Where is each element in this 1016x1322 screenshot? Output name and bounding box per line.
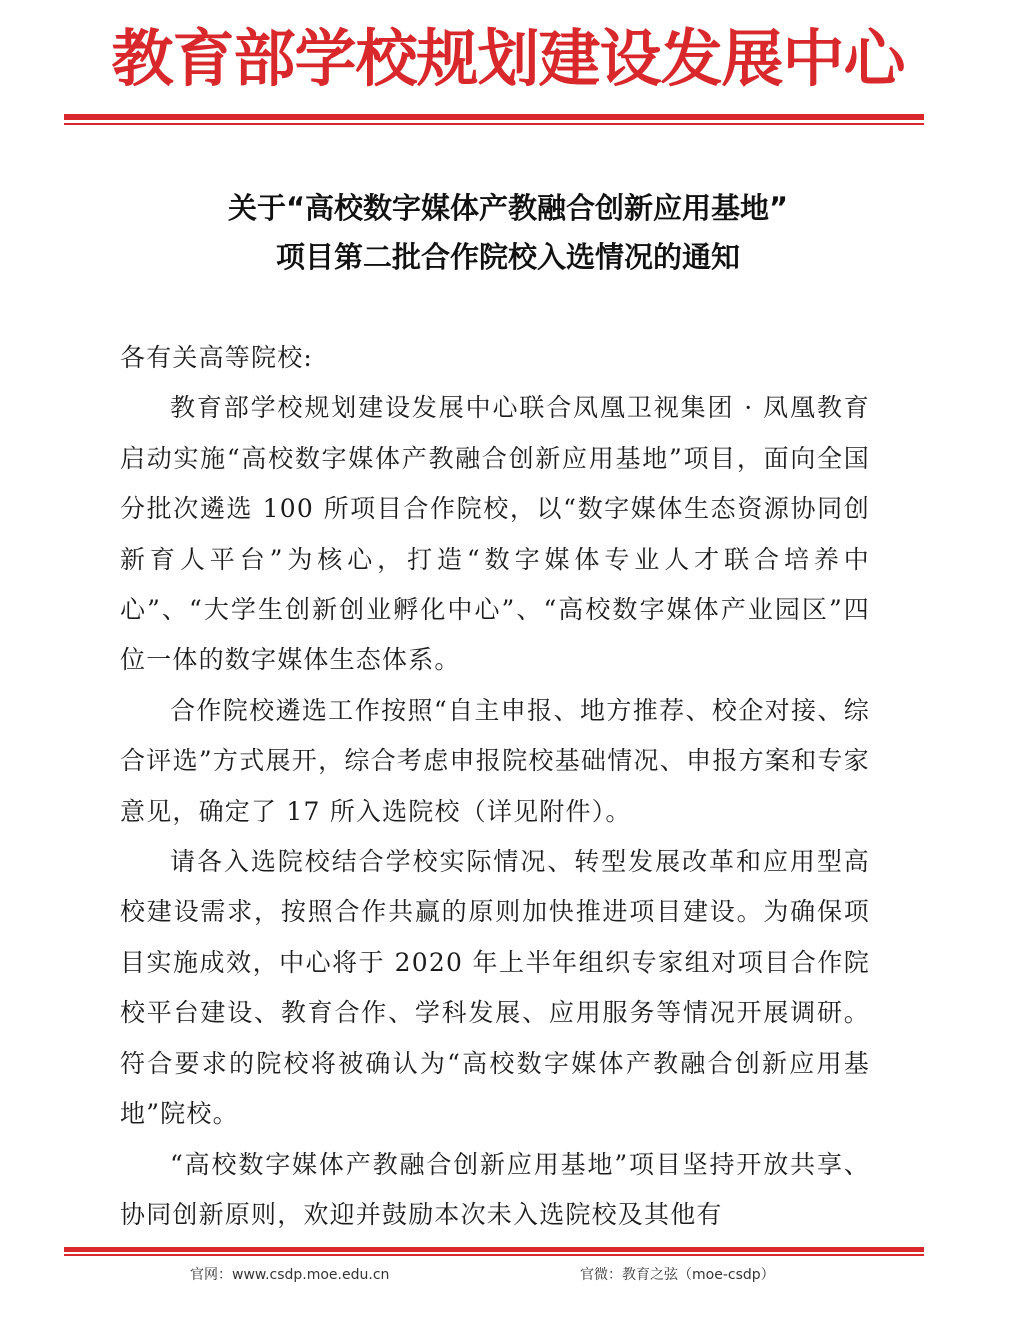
- letterhead-org-name: 教育部学校规划建设发展中心: [111, 22, 905, 95]
- footer-weixin: 官微：教育之弦（moe-csdp）: [580, 1267, 775, 1283]
- letterhead-rule-thick: [64, 114, 924, 120]
- document-body: [120, 333, 870, 1240]
- footer-rule-thin: [64, 1254, 924, 1256]
- footer-website: 官网：www.csdp.moe.edu.cn: [190, 1267, 390, 1283]
- footer-rule-thick: [64, 1247, 924, 1252]
- salutation: 各有关高等院校:: [120, 343, 314, 372]
- document-title-line1: 关于“高校数字媒体产教融合创新应用基地”: [227, 191, 789, 225]
- body-paragraph: 教育部学校规划建设发展中心联合凤凰卫视集团 · 凤凰教育启动实施“高校数字媒体产教融合创新应用基地”项目，面向全国分批次遴选 100 所项目合作院校，以“数字媒体生态资源协同创新育人平台”为核心，打造“数字媒体专业人才联合培养中心”、“大学生创新创业孵化中心”、“高校数字媒体产业园区”四位一体的数字媒体生态体系。: [120, 393, 870, 675]
- body-paragraph: 请各入选院校结合学校实际情况、转型发展改革和应用型高校建设需求，按照合作共赢的原则加快推进项目建设。为确保项目实施成效，中心将于 2020 年上半年组织专家组对项目合作院校平台建设、教育合作、学科发展、应用服务等情况开展调研。符合要求的院校将被确认为“高校数字媒体产教融合创新应用基地”院校。: [120, 847, 870, 1129]
- letterhead-rule-thin: [64, 123, 924, 125]
- body-paragraph: 合作院校遴选工作按照“自主申报、地方推荐、校企对接、综合评选”方式展开，综合考虑申报院校基础情况、申报方案和专家意见，确定了 17 所入选院校（详见附件）。: [120, 695, 870, 826]
- document-title-line2: 项目第二批合作院校入选情况的通知: [275, 240, 740, 274]
- body-paragraph: “高校数字媒体产教融合创新应用基地”项目坚持开放共享、协同创新原则，欢迎并鼓励本次未入选院校及其他有: [120, 1149, 870, 1229]
